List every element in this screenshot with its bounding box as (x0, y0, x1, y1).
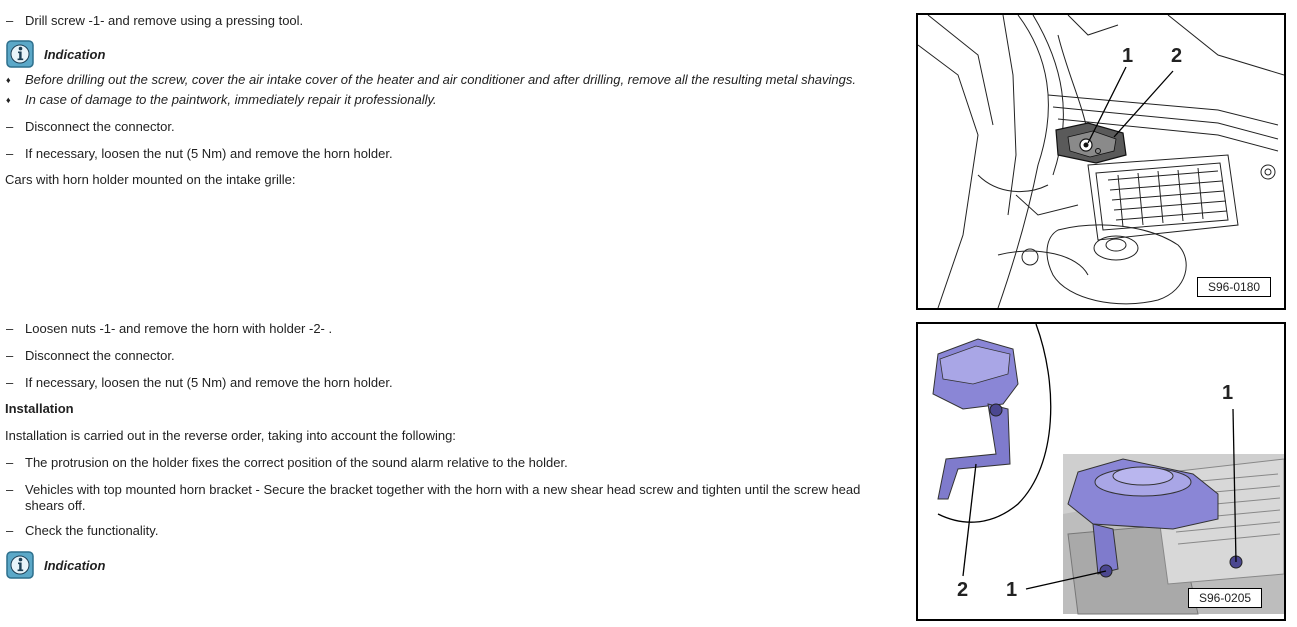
indication-note (6, 40, 105, 68)
indication-note-2 (6, 551, 105, 579)
figure-horn-holder-body (916, 13, 1286, 310)
callout-line-2 (963, 464, 976, 576)
figure-horn-with-holder (916, 322, 1286, 621)
step-check-functionality: – Check the functionality. (6, 523, 159, 538)
figure2-callout-1-right: 1 (1222, 382, 1234, 404)
figure2-callout-2: 2 (957, 579, 969, 601)
figure1-code: S96-0180 (1197, 277, 1271, 297)
figure1-callout-2: 2 (1171, 45, 1183, 67)
info-icon (6, 551, 34, 579)
horn-holder-illustration (918, 324, 1284, 619)
step-drill-screw: – Drill screw -1- and remove using a pressing tool. (6, 13, 304, 28)
step-loosen-nuts: – Loosen nuts -1- and remove the horn with holder -2- . (6, 321, 333, 336)
figure1-callout-1: 1 (1122, 45, 1134, 67)
indication-label: Indication (44, 46, 106, 62)
horn-holder-line-drawing (918, 15, 1284, 308)
paragraph-intake-grille: Cars with horn holder mounted on the intake grille: (5, 172, 296, 187)
step-disconnect-connector: – Disconnect the connector. (6, 119, 175, 134)
step-loosen-nut: – If necessary, loosen the nut (5 Nm) and remove the horn holder. (6, 146, 393, 161)
note-bullet-paintwork: ♦ In case of damage to the paintwork, immediately repair it professionally. (6, 92, 437, 107)
info-icon (6, 40, 34, 68)
figure2-callout-1-left: 1 (1006, 579, 1018, 601)
figure2-code: S96-0205 (1188, 588, 1262, 608)
step-loosen-nut-2: – If necessary, loosen the nut (5 Nm) and remove the horn holder. (6, 375, 393, 390)
installation-heading: Installation (5, 401, 74, 416)
step-protrusion: – The protrusion on the holder fixes the correct position of the sound alarm relative to the holder. (6, 455, 568, 470)
step-shear-head-screw: – Vehicles with top mounted horn bracket - Secure the bracket together with the horn with a new shear head screw and tighten until the screw head shears off. (6, 482, 861, 513)
horn-holder-bracket (1056, 123, 1126, 163)
indication-label-2: Indication (44, 557, 106, 573)
installation-intro: Installation is carried out in the reverse order, taking into account the following: (5, 428, 456, 443)
horn-detail-inset (933, 339, 1018, 499)
note-bullet-drilling: ♦ Before drilling out the screw, cover the air intake cover of the heater and air conditioner and after drilling, remove all the resulting metal shavings. (6, 72, 856, 87)
step-disconnect-connector-2: – Disconnect the connector. (6, 348, 175, 363)
